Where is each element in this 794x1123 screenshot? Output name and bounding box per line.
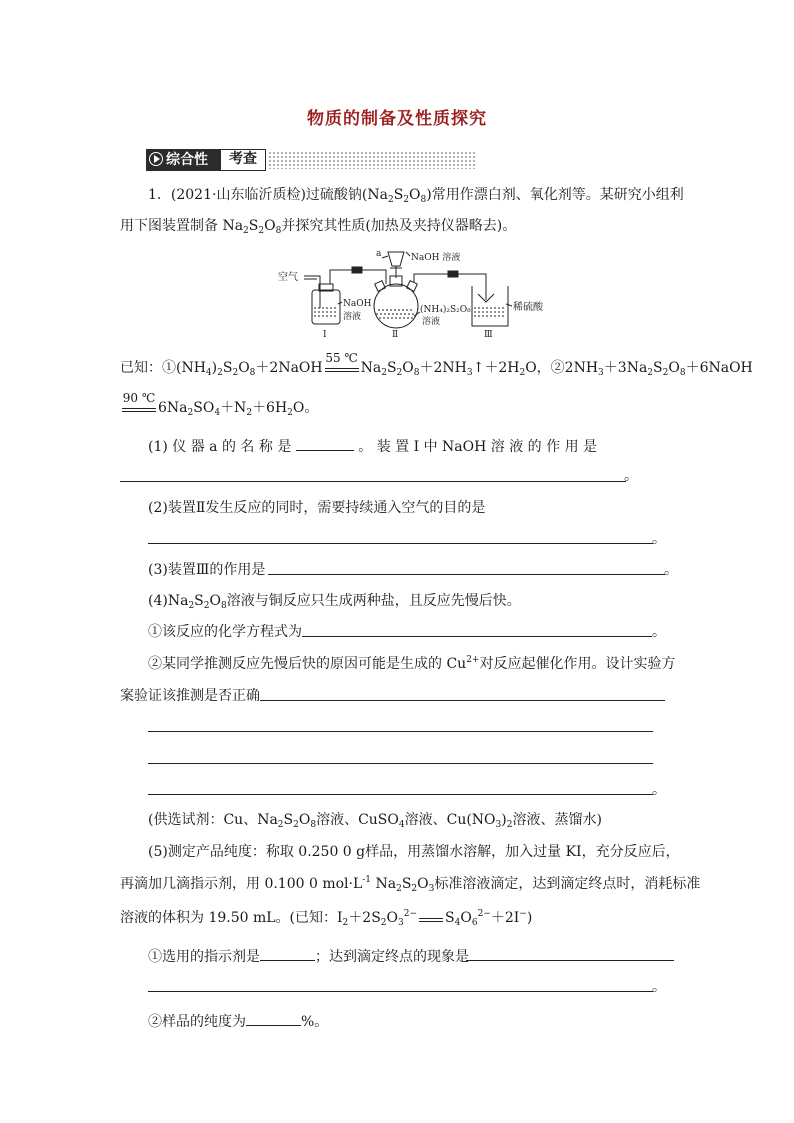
- page-title: 物质的制备及性质探究: [307, 109, 487, 129]
- label-apparatus-1: Ⅰ: [323, 330, 327, 340]
- question-4-2-line2: 案验证该推测是否正确: [120, 688, 260, 704]
- question-4-2-line1: ②某同学推测反应先慢后快的原因可能是生成的 $Cu^{2+}$对反应起催化作用。设计实验方: [148, 655, 676, 672]
- question-5-line1: (5)测定产品纯度：称取 0.250 0 g样品，用蒸馏水溶解，加入过量 KI，充分反应后，: [148, 844, 680, 860]
- answer-line-2[interactable]: [148, 543, 653, 544]
- label-solution-1: 溶液: [343, 312, 362, 322]
- dropping-funnel: [388, 252, 404, 266]
- known-reaction-line1: 已知：$①(NH_4)_2S_2O_8+2NaOH$ 55 ℃ $Na_2S_2O_8+2NH_3↑+2H_2O$，$②2NH_3+3Na_2S_2O_8+6NaOH$: [120, 351, 753, 378]
- worksheet-page: 物质的制备及性质探究 综合性 考查 1．(2021·山东临沂质检)过硫酸钠$(Na_2S_2O_8)$常用作漂白剂、氧化剂等。某研究小组利 用下图装置制备 $Na_2S_2O_8$并探究其性质(加热及夹持仪器略去)。 空气 a NaOH 溶液 NaOH 溶液 (NH₄)₂S₂O₈ 溶液 稀硫酸 Ⅰ Ⅱ Ⅲ 已知：$①(NH_4)_2S_2O_8+2NaOH$ 55 ℃ $Na_2S_2O_8+2NH_3↑+2H_2O$，$②2NH_3+3Na_2S_2O_8+6NaOH$ 90 ℃ $6Na_2SO_4+N_2+6H_2O$。 (1) 仪 器 a 的 名 称 是 。 装 置 Ⅰ 中 NaOH 溶 液 的 作 用 是 。 (2)装置Ⅱ发生反应的同时，需要持续通入空气的目的是 。 (3)装置Ⅲ的作用是 。 $(4)Na_2S_2O_8$溶液与铜反应只生成两种盐，且反应先慢后快。 ①该反应的化学方程式为 。 ②某同学推测反应先慢后快的原因可能是生成的 $Cu^{2+}$对反应起催化作用。设计实验方 案验证该推测是否正确 。 (供选试剂：Cu、$Na_2S_2O_8$溶液、CuSO$_4$溶液、$Cu(NO_3)_2$溶液、蒸馏水) (5)测定产品纯度：称取 0.250 0 g样品，用蒸馏水溶解，加入过量 KI，充分反应后， 再滴加几滴指示剂，用 0.100 0 $mol\cdot L^{-1}$ $Na_2S_2O_3$标准溶液滴定，达到滴定终点时，消耗标准 溶液的体积为 19.50 mL。(已知：$I_2+2S_2O_3^{2-}$ $S_4O_6^{2-}+2I^-$) ①选用的指示剂是 ；达到滴定终点的现象是 。 ②样品的纯度为 %。: [0, 0, 794, 1123]
- wash-bottle-1: [312, 290, 340, 324]
- answer-blank-indicator[interactable]: [260, 946, 315, 961]
- label-naoh-top: NaOH 溶液: [411, 253, 461, 263]
- question-5-2-line: ②样品的纯度为 %。: [148, 1011, 328, 1032]
- answer-line-5-1a[interactable]: [466, 960, 674, 961]
- label-solution-2: 溶液: [422, 317, 441, 327]
- banner-dark-label: 综合性: [146, 149, 220, 171]
- question-5-line3: 溶液的体积为 19.50 mL。(已知：$I_2+2S_2O_3^{2-}$ $S_4O_6^{2-}+2I^-$): [120, 909, 533, 928]
- question-2-line: (2)装置Ⅱ发生反应的同时，需要持续通入空气的目的是: [148, 500, 486, 516]
- known-reaction-line2: 90 ℃ $6Na_2SO_4+N_2+6H_2O$。: [120, 398, 318, 420]
- answer-line-4-1[interactable]: [302, 636, 652, 637]
- question-1-line: (1) 仪 器 a 的 名 称 是 。 装 置 Ⅰ 中 NaOH 溶 液 的 作 用 是: [148, 436, 597, 457]
- equals-sign: [417, 908, 445, 928]
- answer-line-1b[interactable]: [120, 481, 626, 482]
- answer-line-5-1b[interactable]: [148, 991, 653, 992]
- question-4-line: $(4)Na_2S_2O_8$溶液与铜反应只生成两种盐，且反应先慢后快。: [148, 593, 521, 611]
- label-persulfate: (NH₄)₂S₂O₈: [420, 305, 471, 315]
- apparatus-diagram: [276, 246, 552, 340]
- label-apparatus-2: Ⅱ: [392, 330, 399, 340]
- reagents-line: (供选试剂：Cu、$Na_2S_2O_8$溶液、CuSO$_4$溶液、$Cu(NO_3)_2$溶液、蒸馏水): [148, 812, 602, 830]
- label-apparatus-3: Ⅲ: [484, 330, 493, 340]
- answer-blank-1a[interactable]: [296, 436, 354, 451]
- answer-line-4-2b[interactable]: [148, 731, 653, 732]
- question-intro-line2: 用下图装置制备 $Na_2S_2O_8$并探究其性质(加热及夹持仪器略去)。: [120, 218, 517, 236]
- question-5-1-line: ①选用的指示剂是 ；达到滴定终点的现象是: [148, 946, 469, 967]
- section-banner: [146, 149, 476, 171]
- question-5-line2: 再滴加几滴指示剂，用 0.100 0 $mol\cdot L^{-1}$ $Na_2S_2O_3$标准溶液滴定，达到滴定终点时，消耗标准: [120, 875, 701, 894]
- answer-blank-purity[interactable]: [246, 1011, 301, 1026]
- question-4-1-line: ①该反应的化学方程式为: [148, 624, 302, 640]
- banner-dots-decoration: [268, 151, 476, 169]
- question-intro-line1: 1．(2021·山东临沂质检)过硫酸钠$(Na_2S_2O_8)$常用作漂白剂、氧化剂等。某研究小组利: [148, 187, 684, 205]
- condition-90: 90 ℃: [120, 398, 158, 418]
- label-naoh-1: NaOH: [343, 299, 372, 309]
- beaker-3: [472, 286, 508, 326]
- play-icon: [149, 152, 163, 166]
- label-dilute-acid: 稀硫酸: [513, 302, 543, 313]
- question-3-line: (3)装置Ⅲ的作用是: [148, 562, 266, 578]
- label-air: 空气: [278, 272, 298, 283]
- banner-light-label: 考查: [220, 149, 266, 171]
- condition-55: 55 ℃: [323, 358, 361, 378]
- answer-line-3[interactable]: [268, 574, 665, 575]
- label-a: a: [376, 249, 382, 259]
- answer-line-4-2d[interactable]: [148, 794, 653, 795]
- answer-line-4-2a[interactable]: [260, 700, 665, 701]
- answer-line-4-2c[interactable]: [148, 763, 653, 764]
